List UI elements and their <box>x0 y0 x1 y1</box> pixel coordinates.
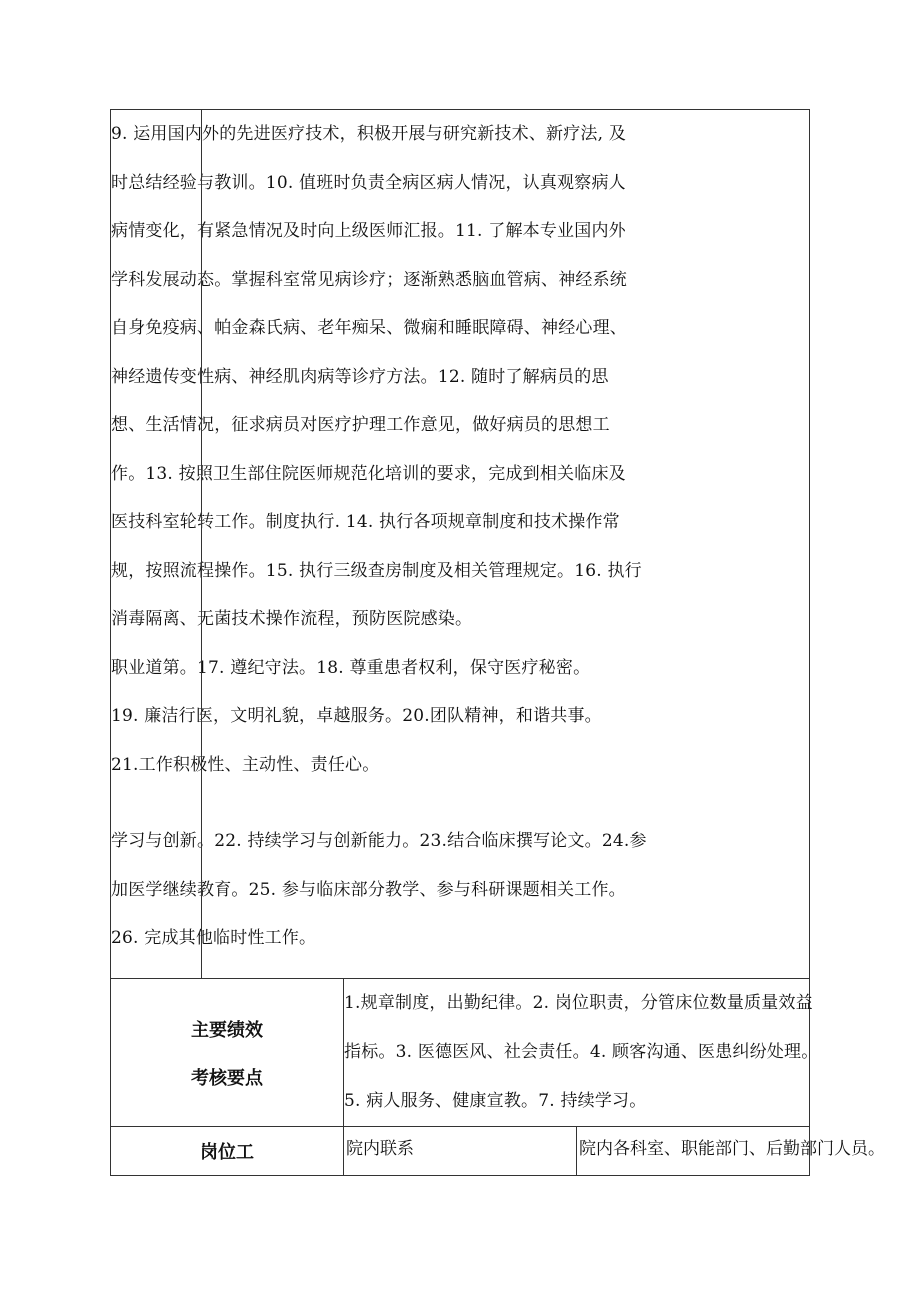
text-line: 想、生活情况，征求病员对医疗护理工作意见，做好病员的思想工 <box>111 415 610 435</box>
duties-cell <box>111 110 810 979</box>
text-line: 消毒隔离、无菌技术操作流程，预防医院感染。 <box>111 609 473 629</box>
kpi-text-cell <box>344 979 819 1127</box>
text-line: 26. 完成其他临时性工作。 <box>111 928 317 948</box>
contact-value-cell <box>577 1127 885 1176</box>
text-line: 医技科室轮转工作。制度执行. 14. 执行各项规章制度和技术操作常 <box>111 512 620 532</box>
contact-row <box>111 1127 810 1176</box>
contact-label-cell <box>111 1127 344 1176</box>
kpi-label <box>111 979 343 1103</box>
contact-value: 院内各科室、职能部门、后勤部门人员。 <box>579 1139 885 1159</box>
kpi-row <box>111 979 810 1127</box>
text-line: 学习与创新。22. 持续学习与创新能力。23.结合临床撰写论文。24.参 <box>111 831 647 851</box>
kpi-label-line2: 考核要点 <box>191 1068 263 1089</box>
text-line: 病情变化，有紧急情况及时向上级医师汇报。11. 了解本专业国内外 <box>111 221 626 241</box>
contact-label: 岗位工 <box>200 1142 254 1163</box>
job-description-table <box>110 109 885 1176</box>
column-divider <box>201 110 202 978</box>
contact-type: 院内联系 <box>346 1139 414 1159</box>
text-line: 作。13. 按照卫生部住院医师规范化培训的要求，完成到相关临床及 <box>111 463 626 484</box>
text-line: 5. 病人服务、健康宣教。7. 持续学习。 <box>344 1091 647 1111</box>
text-line: 职业道第。17. 遵纪守法。18. 尊重患者权利，保守医疗秘密。 <box>111 657 591 678</box>
text-line: 19. 廉洁行医，文明礼貌，卓越服务。20.团队精神，和谐共事。 <box>111 706 602 726</box>
kpi-label-cell <box>111 979 344 1127</box>
text-line: 时总结经验与教训。10. 值班时负责全病区病人情况，认真观察病人 <box>111 172 626 193</box>
text-line: 神经遗传变性病、神经肌肉病等诊疗方法。12. 随时了解病员的思 <box>111 366 609 387</box>
kpi-label-line1: 主要绩效 <box>191 1020 263 1041</box>
text-line: 规，按照流程操作。15. 执行三级查房制度及相关管理规定。16. 执行 <box>111 560 642 581</box>
text-line: 自身免疫病、帕金森氏病、老年痴呆、微痫和睡眠障碍、神经心理、 <box>111 318 627 338</box>
text-line: 9. 运用国内外的先进医疗技术，积极开展与研究新技术、新疗法, 及 <box>111 124 627 144</box>
contact-type-cell <box>344 1127 577 1176</box>
text-line: 21.工作积极性、主动性、责任心。 <box>111 754 380 775</box>
text-line: 指标。3. 医德医风、社会责任。4. 顾客沟通、医患纠纷处理。 <box>344 1042 819 1062</box>
duties-text <box>111 110 809 789</box>
text-line: 1.规章制度，出勤纪律。2. 岗位职责，分管床位数量质量效益 <box>344 993 813 1013</box>
text-line: 学科发展动态。掌握科室常见病诊疗；逐渐熟悉脑血管病、神经系统 <box>111 269 627 290</box>
duties-text-study <box>111 817 809 963</box>
duties-row <box>111 110 810 979</box>
kpi-text <box>344 979 819 1126</box>
text-line: 加医学继续教育。25. 参与临床部分教学、参与科研课题相关工作。 <box>111 879 626 900</box>
